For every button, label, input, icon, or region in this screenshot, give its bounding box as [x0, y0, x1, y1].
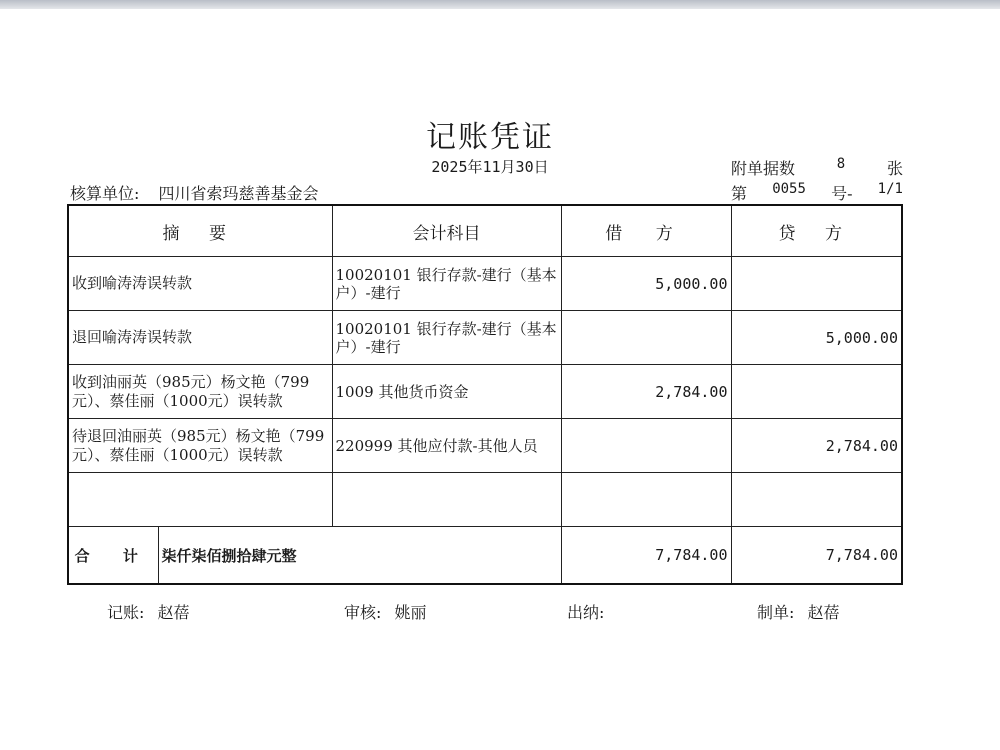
- voucher-title: 记账凭证: [426, 120, 554, 155]
- row-debit: [561, 473, 731, 527]
- preparer: [757, 600, 840, 623]
- row-summary: 待退回油丽英（985元）杨文艳（799元）、蔡佳丽（1000元）误转款: [68, 419, 332, 473]
- row-debit: 2,784.00: [561, 365, 731, 419]
- reviewer-label: 审核:: [344, 603, 382, 622]
- row-summary: 退回喻涛涛误转款: [68, 311, 332, 365]
- total-credit: 7,784.00: [731, 527, 902, 585]
- row-debit: [561, 419, 731, 473]
- attach-count: 8: [836, 156, 846, 172]
- table-row: [68, 419, 902, 473]
- voucher-page: 1/1: [877, 181, 903, 197]
- row-credit: [731, 365, 902, 419]
- voucher-date: 2025年11月30日: [431, 158, 549, 176]
- header-account: 会计科目: [332, 205, 561, 257]
- total-row: [68, 527, 902, 585]
- row-account: 10020101 银行存款-建行（基本户）-建行: [332, 257, 561, 311]
- table-row: [68, 365, 902, 419]
- table-header: [68, 205, 902, 257]
- unit-label: 核算单位:: [70, 184, 140, 203]
- scan-edge: [0, 0, 1000, 9]
- accounting-unit: [70, 181, 319, 204]
- bookkeeper-name: 赵蓓: [157, 603, 190, 622]
- row-summary: 收到喻涛涛误转款: [68, 257, 332, 311]
- header-summary: 摘 要: [68, 205, 332, 257]
- cashier: [567, 600, 612, 623]
- row-debit: [561, 311, 731, 365]
- row-credit: 2,784.00: [731, 419, 902, 473]
- unit-name: 四川省索玛慈善基金会: [158, 184, 319, 203]
- header-credit: 贷 方: [731, 205, 902, 257]
- voucher-table: [67, 204, 903, 585]
- total-label: 合 计: [68, 527, 158, 585]
- row-account: [332, 473, 561, 527]
- attach-label: 附单据数: [731, 159, 796, 178]
- row-account: 10020101 银行存款-建行（基本户）-建行: [332, 311, 561, 365]
- total-amount-words: 柒仟柒佰捌拾肆元整: [158, 527, 561, 585]
- cashier-label: 出纳:: [567, 603, 605, 622]
- reviewer: [344, 600, 427, 623]
- row-credit: [731, 473, 902, 527]
- preparer-label: 制单:: [757, 603, 795, 622]
- reviewer-name: 姚丽: [394, 603, 427, 622]
- voucher-number: [731, 181, 903, 204]
- attach-unit: 张: [886, 159, 903, 178]
- row-debit: 5,000.00: [561, 257, 731, 311]
- row-summary: 收到油丽英（985元）杨文艳（799元）、蔡佳丽（1000元）误转款: [68, 365, 332, 419]
- voucher-no: 0055: [772, 181, 806, 197]
- row-credit: 5,000.00: [731, 311, 902, 365]
- attachment-count: [731, 156, 903, 179]
- table-row: [68, 257, 902, 311]
- row-credit: [731, 257, 902, 311]
- preparer-name: 赵蓓: [807, 603, 840, 622]
- row-account: 220999 其他应付款-其他人员: [332, 419, 561, 473]
- signature-row: [107, 600, 847, 624]
- table-row-empty: [68, 473, 902, 527]
- bookkeeper: [107, 600, 190, 623]
- row-account: 1009 其他货币资金: [332, 365, 561, 419]
- table-row: [68, 311, 902, 365]
- voucher-suffix: 号-: [831, 184, 853, 203]
- total-debit: 7,784.00: [561, 527, 731, 585]
- header-debit: 借 方: [561, 205, 731, 257]
- row-summary: [68, 473, 332, 527]
- bookkeeper-label: 记账:: [107, 603, 145, 622]
- voucher-prefix: 第: [731, 184, 748, 203]
